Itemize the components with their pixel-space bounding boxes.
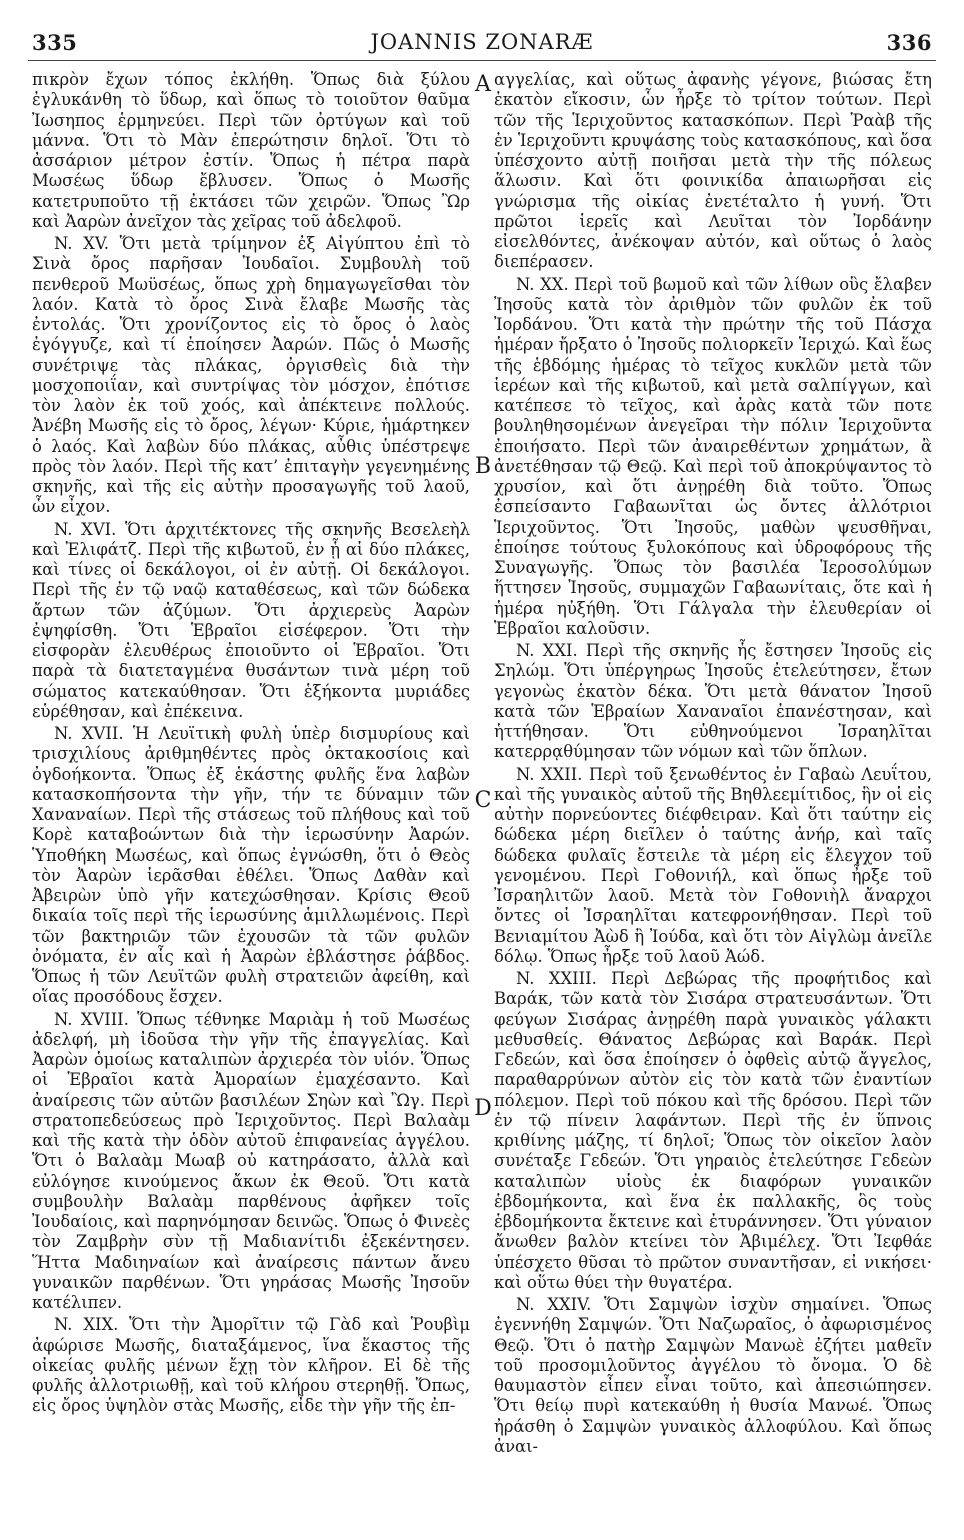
paragraph: N. XV. Ὅτι μετὰ τρίμηνον ἐξ Αἰγύπτου ἐπὶ τὸ Σινὰ ὄρος παρῆσαν Ἰουδαῖοι. Συμβουλὴ τοῦ πενθεροῦ Μωϋσέως, ὅπως χρὴ δημαγωγεῖσθαι τὸν λαόν. Κατὰ τὸ ὄρος Σινὰ ἔλαβε Μωσῆς τὰς ἐντολάς. Ὅτι χρονίζοντος εἰς τὸ ὄρος ὁ λαὸς ἐγόγγυζε, καὶ τί ἐποίησεν Ἀαρών. Πῶς ὁ Μωσῆς συνέτριψε τὰς πλάκας, ὀργισθεὶς διὰ τὴν μοσχοποιΐαν, καὶ συντρίψας τὸν μόσχον, ἐπότισε τὸν λαὸν ἐκ τοῦ χοός, καὶ ἀπέκτεινε πολλούς. Ἀνέβη Μωσῆς εἰς τὸ ὄρος, λέγων· Κύριε, ἡμάρτηκεν ὁ λαός. Καὶ λαβὼν δύο πλάκας, αὖθις ὑπέστρεψε πρὸς τὸν λαόν. Περὶ τῆς κατ’ ἐπιταγὴν γεγενημένης σκηνῆς, καὶ τῆς εἰς αὐτὴν προσαγωγῆς τοῦ λαοῦ, ὧν εἶχον. — [32, 234, 470, 517]
paragraph: N. XXIV. Ὅτι Σαμψὼν ἰσχὺν σημαίνει. Ὅπως ἐγεννήθη Σαμψών. Ὅτι Ναζωραῖος, ὁ ἀφωρισμένος Θεῷ. Ὅτι ὁ πατὴρ Σαμψὼν Μανωὲ ἐζήτει μαθεῖν τοῦ προσομιλοῦντος ἀγγέλου τὸ ὄνομα. Ὁ δὲ θαυμαστὸν εἶπεν εἶναι τοῦτο, καὶ ἀπεσιώπησεν. Ὅτι θείῳ πυρὶ κατεκαύθη ἡ θυσία Μανωέ. Ὅπως ἠράσθη ὁ Σαμψὼν γυναικὸς ἀλλοφύλου. Καὶ ὅπως ἀναι- — [494, 1295, 932, 1456]
margin-marker-a: A — [475, 72, 491, 97]
margin-marker-d: D — [474, 1096, 492, 1121]
paragraph: N. XXIII. Περὶ Δεβώρας τῆς προφήτιδος καὶ Βαράκ, τῶν κατὰ τὸν Σισάρα στρατευσάντων. Ὅτι φεύγων Σισάρας ἀνῃρέθη παρὰ γυναικὸς γάλακτι μεθυσθείς. Θάνατος Δεβώρας καὶ Βαράκ. Περὶ Γεδεών, καὶ ὅσα ἐποίησεν ὁ ὀφθεὶς αὐτῷ ἄγγελος, παραθαρρύνων αὐτὸν εἰς τὸν κατὰ τῶν ἐναντίων πόλεμον. Περὶ τοῦ πόκου καὶ τῆς δρόσου. Περὶ τῶν ἐν τῷ πίνειν λαφάντων. Περὶ τῆς ἐν ὕπνοις κριθίνης μάζης, τί δηλοῖ; Ὅπως τὸν οἰκεῖον λαὸν συνέταξε Γεδεών. Ὅτι γηραιὸς ἐτελεύτησε Γεδεὼν καταλιπὼν υἱοὺς ἐκ διαφόρων γυναικῶν ἑβδομήκοντα, καὶ ἕνα ἐκ παλλακῆς, ὃς τοὺς ἑβδομήκοντα ἔκτεινε καὶ ἐτυράννησεν. Ὅτι γύναιον ἄνωθεν βαλὸν κτείνει τὸν Ἀβιμέλεχ. Ὅτι Ἰεφθάε ὑπέσχετο θῦσαι τὸ πρῶτον συναντῆσαν, εἰ νικήσει· καὶ οὕτω θύει τὴν θυγατέρα. — [494, 969, 932, 1292]
header-rule — [28, 60, 936, 61]
paragraph: N. XXII. Περὶ τοῦ ξενωθέντος ἐν Γαβαὼ Λευΐτου, καὶ τῆς γυναικὸς αὐτοῦ τῆς Βηθλεεμίτιδος, ἣν οἱ εἰς αὐτὴν πορνεύοντες διέφθειραν. Καὶ ὅτι ταύτην εἰς δώδεκα μέρη διεῖλεν ὁ ταύτης ἀνήρ, καὶ ταῖς δώδεκα φυλαῖς ἔστειλε τὰ μέρη εἰς ἔλεγχον τοῦ γενομένου. Περὶ Γοθονιήλ, καὶ ὅπως ἦρξε τοῦ Ἰσραηλιτῶν λαοῦ. Μετὰ τὸν Γοθονιὴλ ἄναρχοι ὄντες οἱ Ἰσραηλῖται κατεφρονήθησαν. Περὶ τοῦ Βενιαμίτου Ἀὼδ ἢ Ἰούδα, καὶ ὅτι τὸν Αἰγλὼμ ἀνεῖλε δόλῳ. Ὅπως ἦρξε τοῦ λαοῦ Ἀώδ. — [494, 764, 932, 966]
paragraph: αγγελίας, καὶ οὕτως ἀφανὴς γέγονε, βιώσας ἔτη ἑκατὸν εἴκοσιν, ὧν ἦρξε τὸ τρίτον τούτων. Περὶ τῶν τῆς Ἱεριχοῦντος κατασκόπων. Περὶ Ῥαὰβ τῆς ἐν Ἱεριχοῦντι κρυψάσης τοὺς κατασκόπους, καὶ ὅσα ὑπέσχοντο αὐτῇ ποιῆσαι μετὰ τὴν τῆς πόλεως ἅλωσιν. Καὶ ὅτι φοινικίδα ἀπαιωρῆσαι εἰς γνώρισμα τῆς οἰκίας ἐνετέταλτο ἡ γυνή. Ὅτι πρῶτοι ἱερεῖς καὶ Λευῖται τὸν Ἰορδάνην εἰσελθόντες, ἀνέκοψαν αὐτόν, καὶ οὕτως ὁ λαὸς διεπέρασεν. — [494, 70, 932, 272]
page-header — [28, 30, 936, 64]
paragraph: N. XVIII. Ὅπως τέθνηκε Μαριὰμ ἡ τοῦ Μωσέως ἀδελφή, μὴ ἰδοῦσα τὴν γῆν τῆς ἐπαγγελίας. Καὶ Ἀαρὼν ὁμοίως καταλιπὼν ἀρχιερέα τὸν υἱόν. Ὅπως οἱ Ἑβραῖοι κατὰ Ἀμοραίων ἐμαχέσαντο. Καὶ ἀναίρεσις τῶν αὐτῶν βασιλέων Σηὼν καὶ Ὢγ. Περὶ στρατοπεδεύσεως πρὸ Ἱεριχοῦντος. Περὶ Βαλαὰμ καὶ τῆς κατὰ τὴν ὁδὸν αὐτοῦ ἐπιφανείας ἀγγέλου. Ὅτι ὁ Βαλαὰμ Μωαβ οὐ κατηράσατο, ἀλλὰ καὶ εὐλόγησε κινούμενος ἄκων ἐκ Θεοῦ. Ὅτι κατὰ συμβουλὴν Βαλαὰμ παρθένους ἀφῆκεν τοῖς Ἰουδαίοις, καὶ παρηνόμησαν δεινῶς. Ὅπως ὁ Φινεὲς τὸν Ζαμβρὴν σὺν τῇ Μαδιανίτιδι ἐξεκέντησεν. Ἥττα Μαδιηναίων καὶ ἀναίρεσις πάντων ἄνευ γυναικῶν παρθένων. Ὅτι γηράσας Μωσῆς Ἰησοῦν κατέλιπεν. — [32, 1009, 470, 1312]
paragraph: N. XX. Περὶ τοῦ βωμοῦ καὶ τῶν λίθων οὓς ἔλαβεν Ἰησοῦς κατὰ τὸν ἀριθμὸν τῶν φυλῶν ἐκ τοῦ Ἰορδάνου. Ὅτι κατὰ τὴν πρώτην τῆς τοῦ Πάσχα ἡμέραν ἤρξατο ὁ Ἰησοῦς πολιορκεῖν Ἱεριχώ. Καὶ ἕως τῆς ἑβδόμης ἡμέρας τὸ τεῖχος κυκλῶν μετὰ τῶν ἱερέων καὶ τῆς κιβωτοῦ, καὶ μετὰ σαλπίγγων, καὶ κατέπεσε τὸ τεῖχος, καὶ ἀρὰς κατὰ τῶν ποτε βουληθησομένων ἀνεγεῖραι τὴν πόλιν Ἱεριχοῦντα ἐποιήσατο. Περὶ τῶν ἀναιρεθέντων χρημάτων, ἃ ἀνετέθησαν τῷ Θεῷ. Καὶ περὶ τοῦ ἀποκρύψαντος τὸ χρυσίον, καὶ ὅτι ἀνῃρέθη διὰ τοῦτο. Ὅπως ἐσπείσαντο Γαβαωνῖται ὡς ὄντες ἀλλότριοι Ἱεριχοῦντος. Ὅτι Ἰησοῦς, μαθὼν ψευσθῆναι, ἐποίησε τούτους ξυλοκόπους καὶ ὑδροφόρους τῆς Συναγωγῆς. Ὅπως τὸν βασιλέα Ἱεροσολύμων ἥττησεν Ἰησοῦς, συμμαχῶν Γαβαωνίταις, ὅτε καὶ ἡ ἡμέρα ηὐξήθη. Ὅτι Γάλγαλα τὴν ἐλευθερίαν οἱ Ἑβραῖοι καλοῦσιν. — [494, 274, 932, 638]
paragraph: N. XXI. Περὶ τῆς σκηνῆς ἧς ἔστησεν Ἰησοῦς εἰς Σηλώμ. Ὅτι ὑπέργηρως Ἰησοῦς ἐτελεύτησεν, ἔτων γεγονὼς ἑκατὸν δέκα. Ὅτι μετὰ θάνατον Ἰησοῦ κατὰ τῶν Ἑβραίων Χαναναῖοι ἐπανέστησαν, καὶ ἡττήθησαν. Ὅτι εὐθηνούμενοι Ἰσραηλῖται κατερρᾳθύμησαν τῶν νόμων καὶ τῶν ὅπλων. — [494, 641, 932, 762]
right-column — [494, 70, 932, 1528]
paragraph: N. XVI. Ὅτι ἀρχιτέκτονες τῆς σκηνῆς Βεσελεὴλ καὶ Ἐλιφάτζ. Περὶ τῆς κιβωτοῦ, ἐν ᾗ αἱ δύο πλάκες, καὶ τίνες οἱ δεκάλογοι, οἱ ἐν αὐτῇ. Οἱ δεκάλογοι. Περὶ τῆς ἐν τῷ ναῷ καταθέσεως, καὶ τῶν δώδεκα ἄρτων τῶν ἀζύμων. Ὅτι ἀρχιερεὺς Ἀαρὼν ἐψηφίσθη. Ὅτι Ἑβραῖοι εἰσέφερον. Ὅτι τὴν εἰσφορὰν ἐλευθέρως ἐποιοῦντο οἱ Ἑβραῖοι. Ὅτι παρὰ τὰ διατεταγμένα θυσάντων τινὰ μέρη τοῦ σώματος κατεκαύθησαν. Ὅτι ἑξήκοντα μυριάδες εὑρέθησαν, καὶ ἐπέκεινα. — [32, 519, 470, 721]
margin-marker-b: B — [474, 454, 492, 479]
left-column — [32, 70, 470, 1528]
page-number-right: 336 — [886, 30, 932, 55]
running-title: JOANNIS ZONARÆ — [370, 30, 594, 54]
margin-marker-c: C — [474, 788, 492, 813]
paragraph: πικρὸν ἔχων τόπος ἐκλήθη. Ὅπως διὰ ξύλου ἐγλυκάνθη τὸ ὕδωρ, καὶ ὅπως τὸ τοιοῦτον θαῦμα Ἰωσηπος ἑρμηνεύει. Περὶ τῶν ὀρτύγων καὶ τοῦ μάννα. Ὅτι τὸ Μὰν ἐπερώτησιν δηλοῖ. Ὅτι τὸ ἀσσάριον μέτρον ἐστίν. Ὅπως ἡ πέτρα παρὰ Μωσέως ὕδωρ ἔβλυσεν. Ὅπως ὁ Μωσῆς κατετρυποῦτο τῇ ἐκτάσει τῶν χειρῶν. Ὅπως Ὢρ καὶ Ἀαρὼν ἀνεῖχον τὰς χεῖρας τοῦ ἀδελφοῦ. — [32, 70, 470, 231]
paragraph: N. XVII. Ἡ Λευϊτικὴ φυλὴ ὑπὲρ δισμυρίους καὶ τρισχιλίους ἀριθμηθέντες πρὸς ὀκτακοσίοις καὶ ὀγδοήκοντα. Ὅπως ἐξ ἑκάστης φυλῆς ἕνα λαβὼν κατασκοπήσοντα τὴν γῆν, τήν τε δύναμιν τῶν Χαναναίων. Περὶ τῆς στάσεως τοῦ πλήθους καὶ τοῦ Κορὲ καταβοώντων διὰ τὴν ἱερωσύνην Ἀαρών. Ὑποθήκη Μωσέως, καὶ ὅπως ἐγνώσθη, ὅτι ὁ Θεὸς τὸν Ἀαρὼν ἱερᾶσθαι ἐθέλει. Ὅπως Δαθὰν καὶ Ἀβειρὼν ὑπὸ γῆν κατεχώσθησαν. Κρίσις Θεοῦ δικαία τοῖς περὶ τῆς ἱερωσύνης ἁμιλλωμένοις. Περὶ τῶν βακτηριῶν τῶν ἐχουσῶν τὰ τῶν φυλῶν ὀνόματα, ἐν αἷς καὶ ἡ Ἀαρὼν ἐβλάστησε ῥάβδος. Ὅπως ἡ τῶν Λευϊτῶν φυλὴ στρατειῶν ἀφείθη, καὶ οἵας προσόδους ἔσχεν. — [32, 724, 470, 1007]
page-number-left: 335 — [32, 30, 78, 55]
paragraph: N. XIX. Ὅτι τὴν Ἀμορῖτιν τῷ Γὰδ καὶ Ῥουβὶμ ἀφώρισε Μωσῆς, διαταξάμενος, ἵνα ἕκαστος τῆς οἰκείας φυλῆς μένων ἔχῃ τὸν κλῆρον. Εἰ δὲ τῆς φυλῆς ἀλλοτριωθῇ, καὶ τοῦ κλήρου στερηθῇ. Ὅπως, εἰς ὄρος ὑψηλὸν στὰς Μωσῆς, εἶδε τὴν γῆν τῆς ἐπ- — [32, 1315, 470, 1416]
